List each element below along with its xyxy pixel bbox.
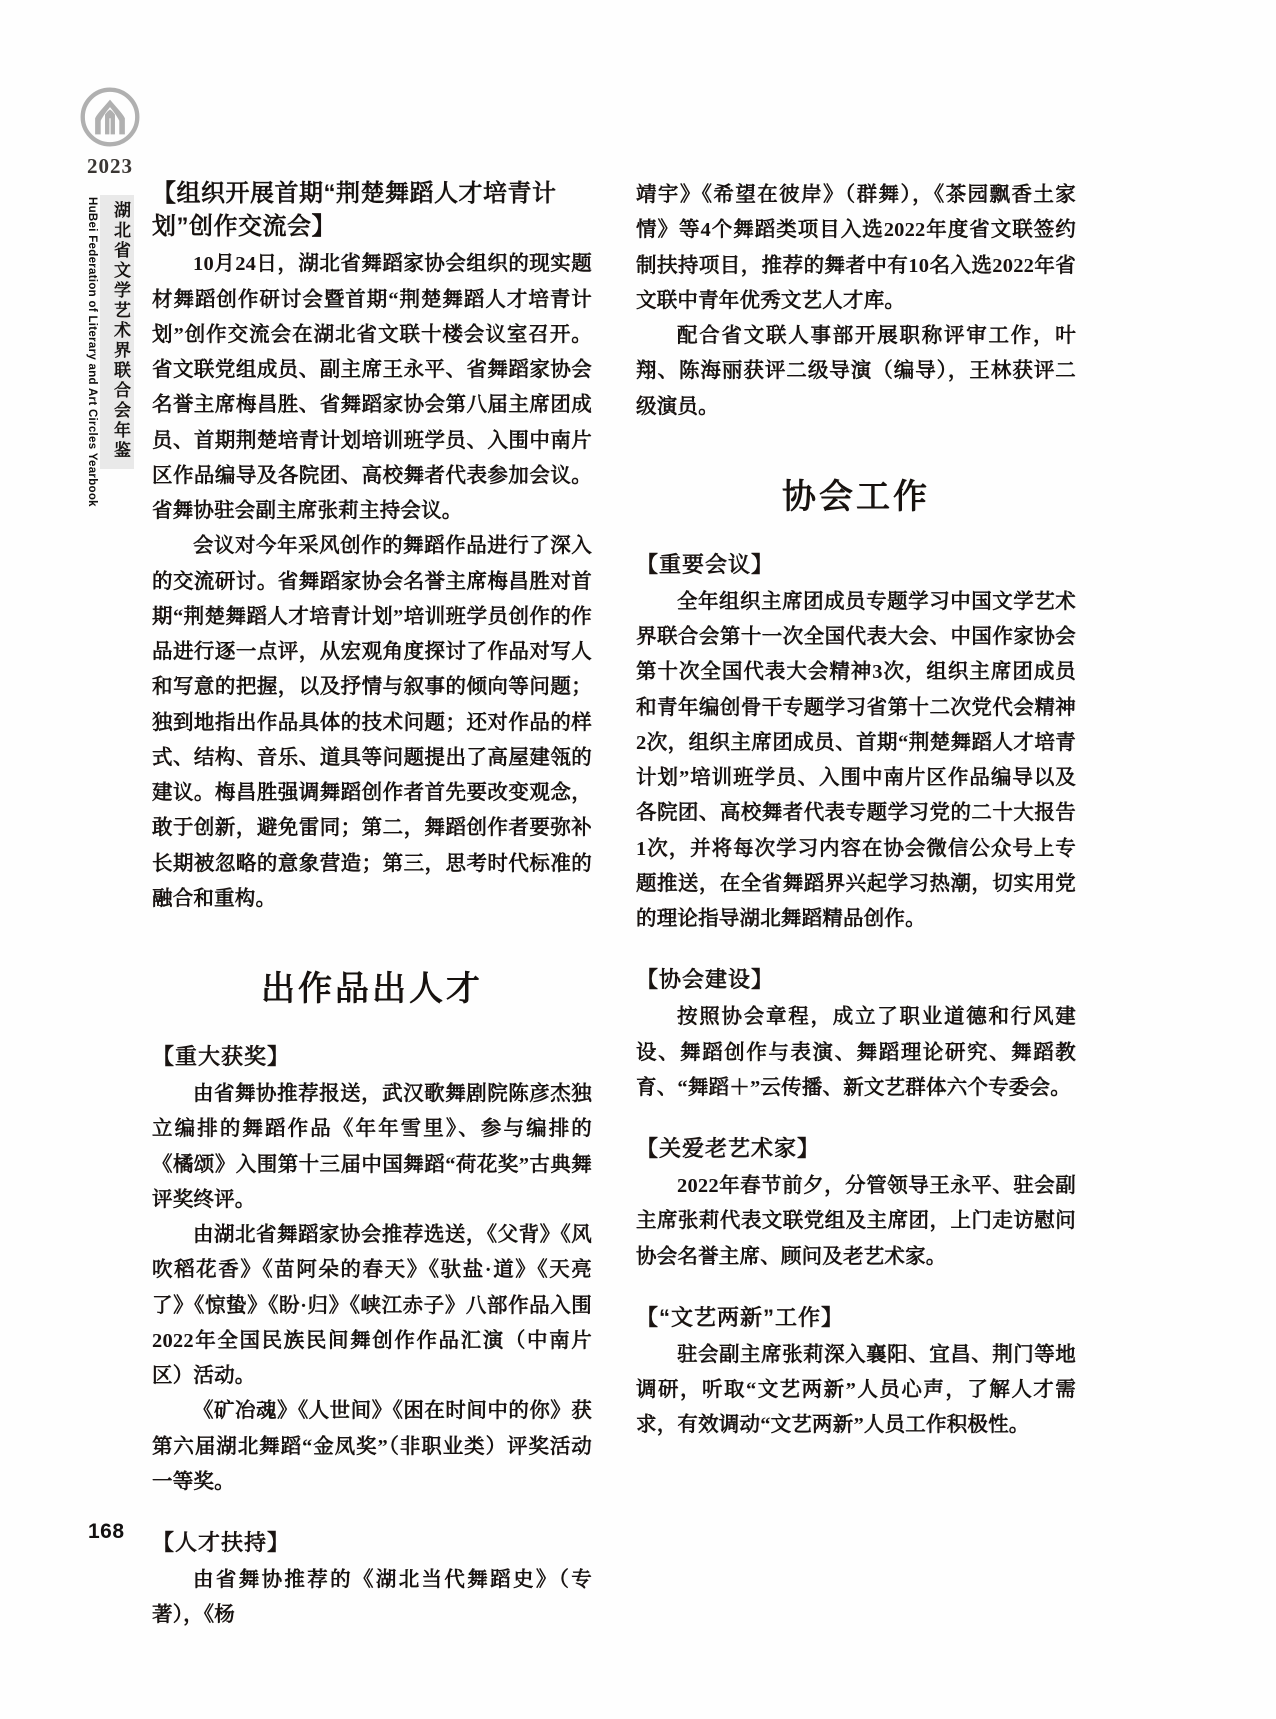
section-title-talent: 出作品出人才 xyxy=(261,970,483,1008)
subsection-heading-wenyi-liangxin-work: 【“文艺两新”工作】 xyxy=(636,1304,845,1330)
subsection-heading-elder-artists-care: 【关爱老艺术家】 xyxy=(636,1136,821,1161)
paragraph: 由省舞协推荐的《湖北当代舞蹈史》（专著），《杨 xyxy=(152,1569,592,1627)
section-title-association-work: 协会工作 xyxy=(782,477,930,516)
paragraph: 2022年春节前夕，分管领导王永平、驻会副主席张莉代表文联党组及主席团，上门走访慰问协会名誉主席、顾问及老艺术家。 xyxy=(636,1175,1076,1268)
subsection-heading-important-meetings: 【重要会议】 xyxy=(636,551,775,577)
paragraph: 10月24日，湖北省舞蹈家协会组织的现实题材舞蹈创作研讨会暨首期“荆楚舞蹈人才培青计划”创作交流会在湖北省文联十楼会议室召开。省文联党组成员、副主席王永平、省舞蹈家协会名誉主席梅昌胜、省舞蹈家协会第八届主席团成员、首期荆楚培青计划培训班学员、入围中南片区作品编导及各院团、高校舞者代表参加会议。省舞协驻会副主席张莉主持会议。 xyxy=(152,253,592,522)
paragraph: 《矿冶魂》《人世间》《困在时间中的你》获第六届湖北舞蹈“金凤奖”（非职业类）评奖活动一等奖。 xyxy=(152,1400,592,1493)
page-number: 168 xyxy=(88,1520,125,1543)
paragraph: 会议对今年采风创作的舞蹈作品进行了深入的交流研讨。省舞蹈家协会名誉主席梅昌胜对首期“荆楚舞蹈人才培青计划”培训班学员创作的作品进行逐一点评，从宏观角度探讨了作品对写人和写意的把握，以及抒情与叙事的倾向等问题；独到地指出作品具体的技术问题；还对作品的样式、结构、音乐、道具等问题提出了高屋建瓴的建议。梅昌胜强调舞蹈创作者首先要改变观念，敢于创新，避免雷同；第二，舞蹈创作者要弥补长期被忽略的意象营造；第三，思考时代标准的融合和重构。 xyxy=(152,535,592,910)
paragraph: 按照协会章程，成立了职业道德和行风建设、舞蹈创作与表演、舞蹈理论研究、舞蹈教育、“舞蹈＋”云传播、新文艺群体六个专委会。 xyxy=(636,1006,1076,1099)
paragraph: 驻会副主席张莉深入襄阳、宜昌、荆门等地调研，听取“文艺两新”人员心声，了解人才需求，有效调动“文艺两新”人员工作积极性。 xyxy=(636,1343,1076,1437)
spine-english-title: HuBei Federation of Literary and Art Circles Yearbook xyxy=(86,197,98,507)
paragraph: 由湖北省舞蹈家协会推荐选送，《父背》《风吹稻花香》《苗阿朵的春天》《驮盐·道》《天亮了》《惊蛰》《盼·归》《峡江赤子》八部作品入围2022年全国民族民间舞创作作品汇演（中南片区）活动。 xyxy=(152,1224,592,1387)
spine-titles xyxy=(86,195,134,507)
subsection-heading-major-awards: 【重大获奖】 xyxy=(152,1044,291,1069)
paragraph: 由省舞协推荐报送，武汉歌舞剧院陈彦杰独立编排的舞蹈作品《年年雪里》、参与编排的《橘颂》入围第十三届中国舞蹈“荷花奖”古典舞评奖终评。 xyxy=(152,1083,592,1211)
yearbook-year: 2023 xyxy=(87,154,133,178)
paragraph: 全年组织主席团成员专题学习中国文学艺术界联合会第十一次全国代表大会、中国作家协会第十次全国代表大会精神3次，组织主席团成员和青年编创骨干专题学习省第十二次党代会精神2次，组织主席团成员、首期“荆楚舞蹈人才培青计划”培训班学员、入围中南片区作品编导以及各院团、高校舞者代表专题学习党的二十大报告1次，并将每次学习内容在协会微信公众号上专题推送，在全省舞蹈界兴起学习热潮，切实用党的理论指导湖北舞蹈精品创作。 xyxy=(636,590,1076,930)
article-title: 【组织开展首期“荆楚舞蹈人才培青计划”创作交流会】 xyxy=(152,180,557,240)
hubei-federation-emblem-icon xyxy=(79,86,141,148)
left-text-column xyxy=(152,178,592,1634)
margin-furniture xyxy=(62,86,158,507)
subsection-heading-talent-support: 【人才扶持】 xyxy=(152,1530,291,1555)
paragraph: 配合省文联人事部开展职称评审工作，叶翔、陈海丽获评二级导演（编导），王林获评二级演员。 xyxy=(636,325,1076,418)
paragraph-continued: 靖宇》《希望在彼岸》（群舞），《茶园飘香土家情》等4个舞蹈类项目入选2022年度省文联签约制扶持项目，推荐的舞者中有10名入选2022年省文联中青年优秀文艺人才库。 xyxy=(636,184,1076,312)
subsection-heading-association-building: 【协会建设】 xyxy=(636,967,775,993)
spine-chinese-title: 湖北省文学艺术界联合会年鉴 xyxy=(100,195,134,469)
right-text-column xyxy=(636,178,1076,1444)
